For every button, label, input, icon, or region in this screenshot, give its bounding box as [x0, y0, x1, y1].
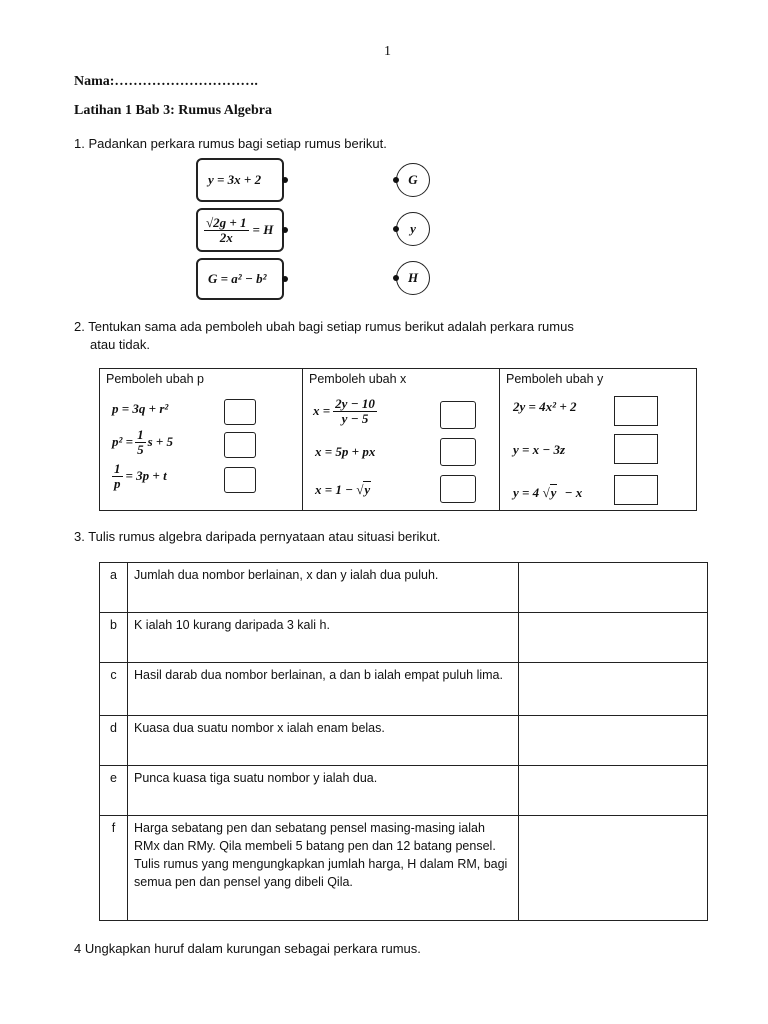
formula-box-1 — [196, 158, 284, 202]
table-row — [100, 716, 708, 766]
match-dot-left-1[interactable] — [282, 177, 288, 183]
statements-table — [99, 562, 708, 921]
answer-cell[interactable] — [519, 816, 708, 921]
formula-box-3 — [196, 258, 284, 300]
answer-cell[interactable] — [519, 716, 708, 766]
y-formula-3-rhs: − x — [564, 485, 583, 500]
p-formula-2 — [112, 428, 173, 456]
question-2-text-line-1: 2. Tentukan sama ada pemboleh ubah bagi setiap rumus berikut adalah perkara rumus — [74, 319, 574, 334]
subject-circle-3 — [396, 261, 430, 295]
x-formula-1 — [313, 397, 377, 425]
answer-cell[interactable] — [519, 663, 708, 716]
p-formula-1: p = 3q + r² — [112, 401, 169, 416]
y-formula-2: y = x − 3z — [513, 442, 566, 457]
row-statement: Harga sebatang pen dan sebatang pensel masing-masing ialah RMx dan RMy. Qila membeli 5 batang pen dan 12 batang pensel. Tulis rumus yang mengungkapkan jumlah harga, H dalam RM, bagi semua pen dan pensel yang dibeli Qila. — [128, 816, 519, 921]
subject-2: y — [410, 221, 416, 236]
answer-cell[interactable] — [519, 766, 708, 816]
row-label: d — [100, 716, 128, 766]
x-formula-3 — [315, 482, 371, 498]
row-statement: Hasil darab dua nombor berlainan, a dan b ialah empat puluh lima. — [128, 663, 519, 716]
p-formula-2-num: 1 — [137, 427, 144, 442]
y-formula-1: 2y = 4x² + 2 — [513, 399, 577, 414]
x-formula-3-lhs: x = 1 − √ — [315, 482, 364, 497]
formula-2-rhs: = H — [252, 222, 274, 237]
row-statement: Jumlah dua nombor berlainan, x dan y ialah dua puluh. — [128, 563, 519, 613]
answer-box-p-3[interactable] — [224, 467, 256, 493]
answer-box-y-1[interactable] — [614, 396, 658, 426]
header-x: Pemboleh ubah x — [309, 372, 407, 386]
formula-2-denominator: 2x — [219, 229, 233, 245]
x-formula-3-radicand: y — [364, 482, 371, 497]
table-row — [100, 663, 708, 716]
answer-box-p-2[interactable] — [224, 432, 256, 458]
table-row — [100, 816, 708, 921]
row-label: e — [100, 766, 128, 816]
header-p: Pemboleh ubah p — [106, 372, 204, 386]
variable-table — [99, 368, 697, 511]
row-label: c — [100, 663, 128, 716]
row-statement: K ialah 10 kurang daripada 3 kali h. — [128, 613, 519, 663]
answer-box-x-2[interactable] — [440, 438, 476, 466]
name-field-label: Nama:…………………………. — [74, 74, 258, 89]
table-row — [100, 766, 708, 816]
formula-2-numerator: √2g + 1 — [206, 214, 247, 230]
answer-box-y-2[interactable] — [614, 434, 658, 464]
subject-circle-2 — [396, 212, 430, 246]
p-formula-2-den: 5 — [137, 441, 144, 457]
question-3-text: 3. Tulis rumus algebra daripada pernyataan atau situasi berikut. — [74, 529, 441, 544]
answer-box-p-1[interactable] — [224, 399, 256, 425]
subject-3: H — [407, 270, 419, 285]
answer-box-x-3[interactable] — [440, 475, 476, 503]
p-formula-2-lhs: p² = — [112, 434, 134, 450]
worksheet-title: Latihan 1 Bab 3: Rumus Algebra — [74, 103, 272, 118]
row-statement: Kuasa dua suatu nombor x ialah enam belas. — [128, 716, 519, 766]
subject-1: G — [408, 172, 418, 187]
formula-box-2 — [196, 208, 284, 252]
match-dot-left-2[interactable] — [282, 227, 288, 233]
question-2-text-line-2: atau tidak. — [90, 337, 150, 352]
y-formula-3-radicand: y — [550, 485, 557, 500]
row-label: b — [100, 613, 128, 663]
y-formula-3-lhs: y = 4 — [513, 485, 540, 500]
p-formula-3-fraction — [112, 462, 123, 490]
formula-2-fraction — [204, 216, 249, 244]
answer-box-x-1[interactable] — [440, 401, 476, 429]
p-formula-3-rhs: = 3p + t — [125, 468, 167, 484]
x-formula-1-lhs: x = — [313, 403, 331, 419]
row-label: a — [100, 563, 128, 613]
match-dot-left-3[interactable] — [282, 276, 288, 282]
match-dot-right-1[interactable] — [393, 177, 399, 183]
match-dot-right-2[interactable] — [393, 226, 399, 232]
x-formula-1-fraction — [333, 397, 377, 425]
header-y: Pemboleh ubah y — [506, 372, 604, 386]
p-formula-3-num: 1 — [114, 461, 121, 476]
question-4-text: 4 Ungkapkan huruf dalam kurungan sebagai perkara rumus. — [74, 941, 421, 956]
formula-3: G = a² − b² — [208, 271, 267, 286]
question-1-text: 1. Padankan perkara rumus bagi setiap rumus berikut. — [74, 136, 387, 151]
p-formula-3-den: p — [114, 475, 121, 491]
x-formula-1-den: y − 5 — [341, 410, 369, 426]
subject-circle-1 — [396, 163, 430, 197]
match-dot-right-3[interactable] — [393, 275, 399, 281]
formula-1: y = 3x + 2 — [208, 172, 262, 187]
x-formula-2: x = 5p + px — [315, 444, 376, 459]
answer-box-y-3[interactable] — [614, 475, 658, 505]
p-formula-3 — [112, 462, 167, 490]
table-row — [100, 613, 708, 663]
answer-cell[interactable] — [519, 563, 708, 613]
page-number: 1 — [384, 44, 391, 59]
p-formula-2-fraction — [135, 428, 146, 456]
row-statement: Punca kuasa tiga suatu nombor y ialah dua. — [128, 766, 519, 816]
answer-cell[interactable] — [519, 613, 708, 663]
y-formula-3: y = 4 √y − x — [513, 485, 583, 500]
p-formula-2-rhs: s + 5 — [147, 434, 174, 450]
table-row — [100, 563, 708, 613]
row-label: f — [100, 816, 128, 921]
x-formula-1-num: 2y − 10 — [335, 396, 375, 411]
